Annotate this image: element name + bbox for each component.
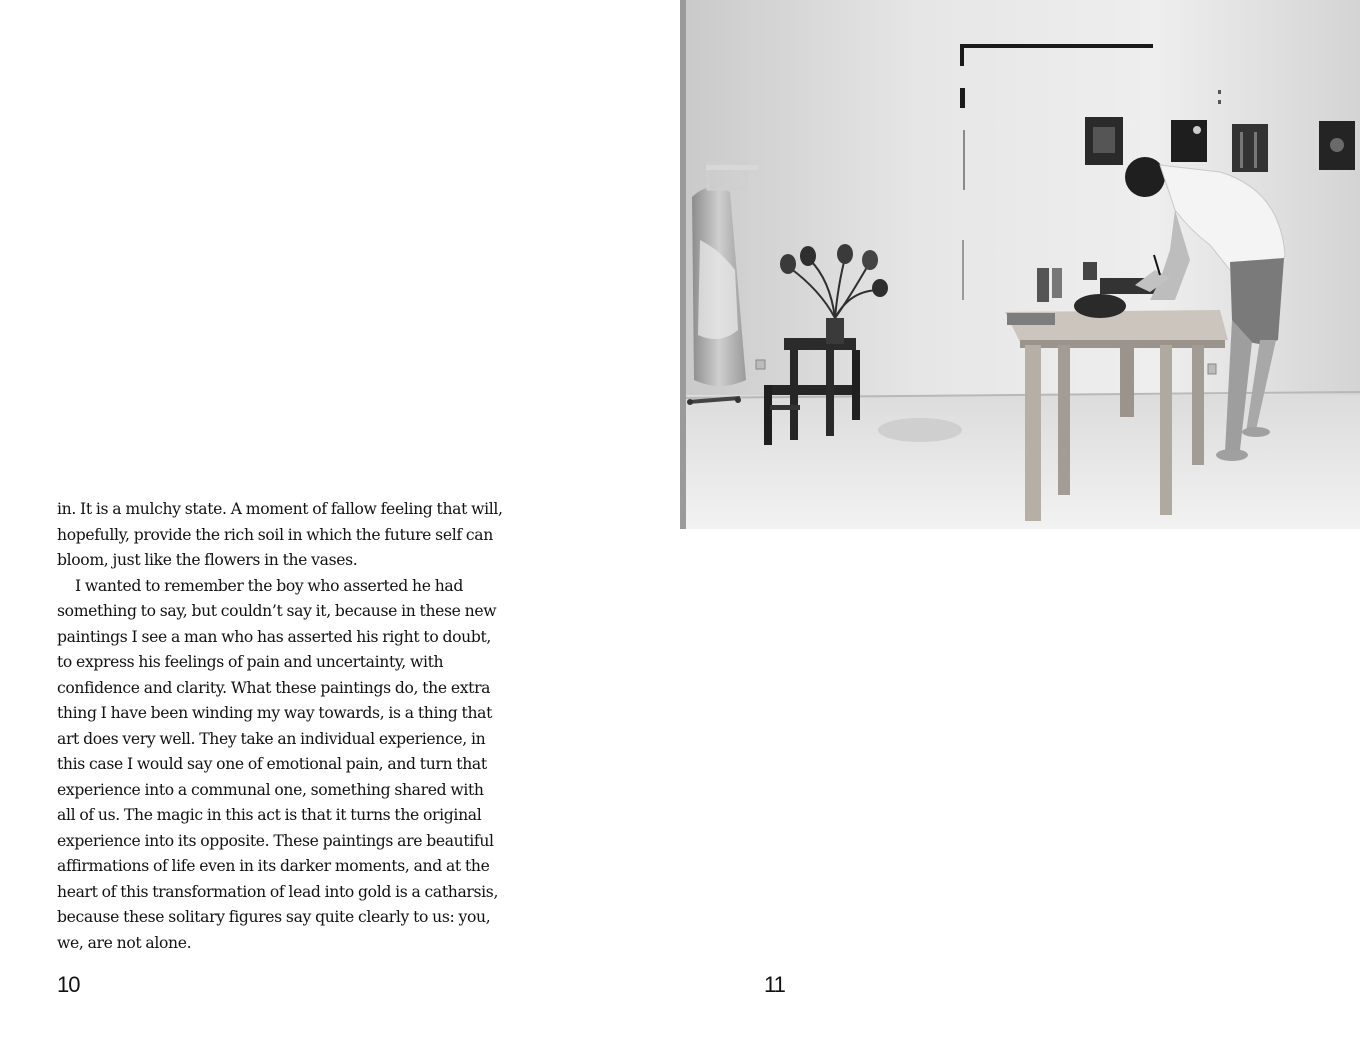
page-number: 10 <box>57 972 80 997</box>
paragraph: I wanted to remember the boy who asserted he had something to say, but couldn’t say it, because in these new paintings I see a man who has asserted his right to doubt, to express his feelings of pain and uncertainty, with confidence and clarity. What these paintings do, the extra thing I have been winding my way towards, is a thing that art does very well. They take an individual experience, in this case I would say one of emotional pain, and turn that experience into a communal one, something shared with all of us. The magic in this act is that it turns the original experience into its opposite. These paintings are beautiful affirmations of life even in its darker moments, and at the heart of this transformation of lead into gold is a catharsis, because these solitary figures say quite clearly to us: you, we, are not alone. <box>57 576 499 952</box>
studio-photo-icon <box>680 0 1360 529</box>
right-page <box>680 0 1360 1048</box>
page-number: 11 <box>764 972 785 997</box>
paragraph: in. It is a mulchy state. A moment of fallow feeling that will, hopefully, provide the rich soil in which the future self can bloom, just like the flowers in the vases. <box>57 500 503 569</box>
body-text <box>57 497 503 956</box>
